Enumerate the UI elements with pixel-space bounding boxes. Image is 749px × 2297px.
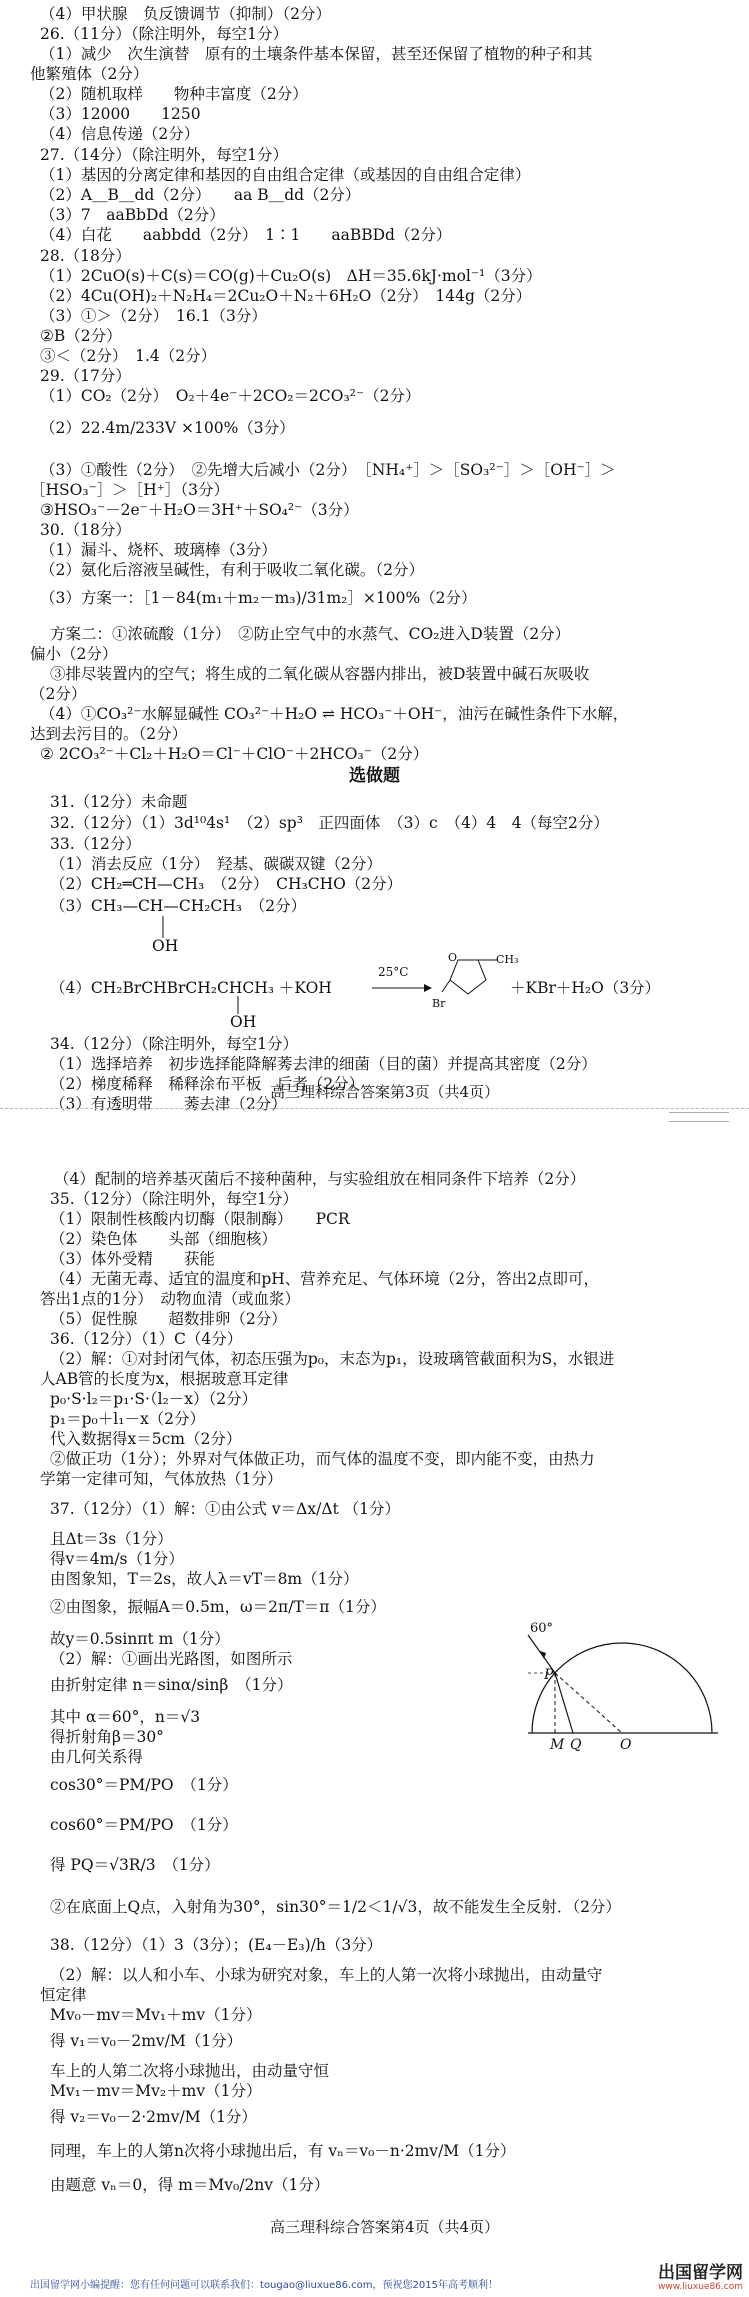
brand-logo — [658, 2264, 743, 2292]
answer-line: （2）氨化后溶液呈碱性，有利于吸收二氧化碳。（2分） — [40, 561, 424, 579]
answer-line: 恒定律 — [40, 1986, 87, 2004]
answer-page-3 — [0, 0, 749, 1115]
section-title-elective: 选做题 — [349, 766, 400, 786]
answer-formula: 由题意 vₙ＝0，得 m＝Mv₀/2nv（1分） — [50, 2176, 330, 2194]
answer-line: （1）CO₂（2分） O₂＋4e⁻＋2CO₂＝2CO₃²⁻（2分） — [40, 387, 421, 405]
answer-line: （1）限制性核酸内切酶（限制酶） PCR — [50, 1210, 350, 1228]
answer-page-4 — [0, 1135, 749, 2297]
answer-line: （4）白花 aabbdd（2分） 1∶1 aaBBDd（2分） — [40, 226, 452, 244]
answer-formula: 得 v₂＝v₀－2·2mv/M（1分） — [50, 2108, 257, 2126]
answer-formula: Mv₀－mv＝Mv₁＋mv（1分） — [50, 2006, 262, 2024]
answer-line: （3）7 aaBbDd（2分） — [40, 206, 225, 224]
answer-formula: （2）22.4m/233V ×100%（3分） — [40, 419, 295, 437]
answer-formula: p₁＝p₀＋l₁－x（2分） — [50, 1410, 206, 1428]
answer-formula: ②由图象，振幅A＝0.5m，ω＝2π/T＝π（1分） — [50, 1598, 386, 1616]
answer-formula: p₀·S·l₂＝p₁·S·（l₂－x）（2分） — [50, 1390, 258, 1408]
brand-name: 出国留学网 — [658, 2263, 743, 2283]
hydroxyl-label: OH — [230, 1013, 257, 1031]
answer-formula: Mv₁－mv＝Mv₂＋mv（1分） — [50, 2082, 262, 2100]
answer-line: （2）梯度稀释 稀释涂布平板 后者（2分） — [50, 1075, 365, 1093]
question-heading: 35.（12分）（除注明外，每空1分） — [50, 1190, 298, 1208]
reaction-condition: 25°C — [378, 965, 409, 979]
page-separator — [0, 1108, 749, 1127]
answer-formula: 同理，车上的人第n次将小球抛出后，有 vₙ＝v₀－n·2mv/M（1分） — [50, 2142, 516, 2160]
answer-line: 由几何关系得 — [50, 1748, 144, 1766]
answer-line: 方案二：①浓硫酸（1分） ②防止空气中的水蒸气、CO₂进入D装置（2分） — [50, 625, 571, 643]
answer-formula: cos30°＝PM/PO （1分） — [50, 1776, 238, 1794]
question-heading: 30.（18分） — [40, 521, 131, 539]
ring-bromo-label: Br — [432, 997, 446, 1010]
answer-line: ②做正功（1分）；外界对气体做正功，而气体的温度不变，即内能不变，由热力 — [50, 1450, 595, 1468]
answer-line: （3）12000 1250 — [40, 105, 201, 123]
answer-line: 得折射角β＝30° — [50, 1728, 164, 1746]
answer-line: （2）解：以人和小车、小球为研究对象，车上的人第一次将小球抛出，由动量守 — [50, 1966, 603, 1984]
answer-line: 偏小（2分） — [30, 645, 118, 663]
reaction-arrow — [372, 982, 432, 994]
answer-line: 人AB管的长度为x，根据玻意耳定律 — [40, 1370, 289, 1388]
answer-line: 代入数据得x＝5cm（2分） — [50, 1430, 242, 1448]
answer-line: （2分） — [30, 685, 87, 703]
answer-line: ②在底面上Q点，入射角为30°，sin30°＝1/2＜1/√3，故不能发生全反射．（2分） — [50, 1898, 621, 1916]
answer-line: 由图象知，T＝2s，故人λ＝vT＝8m（1分） — [50, 1570, 359, 1588]
answer-line: 车上的人第二次将小球抛出，由动量守恒 — [50, 2062, 330, 2080]
brand-url: www.liuxue86.com — [658, 2282, 743, 2292]
question-heading: 38.（12分）（1）3（3分）；(E₄－E₃)/h（3分） — [50, 1936, 383, 1954]
ring-methyl-label: CH₃ — [496, 953, 519, 966]
answer-line: （4）无菌无毒、适宜的温度和pH、营养充足、气体环境（2分，答出2点即可， — [50, 1270, 600, 1288]
question-heading: 36.（12分）（1）C（4分） — [50, 1330, 243, 1348]
answer-line: （4）甲状腺 负反馈调节（抑制）（2分） — [40, 5, 331, 23]
answer-line: 且Δt＝3s（1分） — [50, 1530, 173, 1548]
answer-line: （3）CH₃—CH—CH₂CH₃ （2分） — [50, 897, 307, 915]
answer-line: （3）有透明带 莠去津（2分） — [50, 1095, 287, 1113]
question-heading: 33.（12分） — [50, 835, 141, 853]
answer-line: （4）信息传递（2分） — [40, 125, 200, 143]
answer-line: （1）选择培养 初步选择能降解莠去津的细菌（目的菌）并提高其密度（2分） — [50, 1055, 597, 1073]
answer-line: （3）①酸性（2分） ②先增大后减小（2分） ［NH₄⁺］＞［SO₃²⁻］＞［OH⁻］＞ — [40, 461, 616, 479]
answer-line: 答出1点的1分） 动物血清（或血浆） — [40, 1290, 300, 1308]
answer-formula: 得 PQ＝√3R/3 （1分） — [50, 1856, 220, 1874]
answer-line: ②B（2分） — [40, 327, 122, 345]
answer-line: ③排尽装置内的空气；将生成的二氧化碳从容器内排出，被D装置中碱石灰吸收 — [50, 665, 590, 683]
answer-line: （2）4Cu(OH)₂＋N₂H₄＝2Cu₂O＋N₂＋6H₂O（2分） 144g（2分） — [40, 287, 532, 305]
answer-line: 其中 α＝60°，n＝√3 — [50, 1708, 201, 1726]
answer-line: （1）2CuO(s)＋C(s)＝CO(g)＋Cu₂O(s) ΔH＝35.6kJ·mol⁻¹（3分） — [40, 267, 542, 285]
answer-line: （2）CH₂═CH—CH₃ （2分） CH₃CHO（2分） — [50, 875, 403, 893]
page-footer: 高三理科综合答案第4页（共4页） — [270, 2218, 500, 2236]
answer-line: 32.（12分）（1）3d¹⁰4s¹ （2）sp³ 正四面体 （3）c （4）4 4（每空2分） — [50, 814, 609, 832]
answer-line: （2）染色体 头部（细胞核） — [50, 1230, 277, 1248]
ring-oxygen-label: O — [448, 951, 458, 964]
figure-point-q: Q — [570, 1737, 582, 1753]
question-heading: 37.（12分）（1）解：①由公式 v＝Δx/Δt （1分） — [50, 1500, 401, 1518]
figure-point-p: P — [544, 1667, 554, 1683]
figure-angle-label: 60° — [530, 1621, 554, 1636]
answer-line: （1）漏斗、烧杯、玻璃棒（3分） — [40, 541, 277, 559]
answer-line: （3）体外受精 获能 — [50, 1250, 215, 1268]
answer-line: 得v＝4m/s（1分） — [50, 1550, 184, 1568]
hydroxyl-label: OH — [152, 937, 179, 955]
answer-line: （4）①CO₃²⁻水解显碱性 CO₃²⁻＋H₂O ⇌ HCO₃⁻＋OH⁻，油污在碱性条件下水解， — [40, 705, 629, 723]
answer-line: （2）A＿B＿dd（2分） aa B＿dd（2分） — [40, 186, 361, 204]
site-notice: 出国留学网小编提醒：您有任何问题可以联系我们：tougao@liuxue86.com，预祝您2015年高考顺利！ — [30, 2280, 498, 2291]
question-heading: 29.（17分） — [40, 367, 131, 385]
answer-line: ③HSO₃⁻－2e⁻＋H₂O＝3H⁺＋SO₄²⁻（3分） — [40, 501, 359, 519]
answer-line: 故y＝0.5sinπt m（1分） — [50, 1630, 230, 1648]
answer-line: （1）消去反应（1分） 羟基、碳碳双键（2分） — [50, 855, 382, 873]
answer-line: ［HSO₃⁻］＞［H⁺］（3分） — [30, 481, 230, 499]
figure-point-m: M — [550, 1737, 565, 1753]
answer-line: （1）减少 次生演替 原有的土壤条件基本保留，甚至还保留了植物的种子和其 — [40, 45, 593, 63]
answer-line: 他繁殖体（2分） — [30, 65, 149, 83]
answer-line: ③＜（2分） 1.4（2分） — [40, 347, 217, 365]
question-heading: 27.（14分）（除注明外，每空1分） — [40, 146, 288, 164]
answer-line: 26.（11分）（除注明外，每空1分） — [40, 25, 288, 43]
answer-formula: （3）方案一：［1－84(m₁＋m₂－m₃)/31m₂］×100%（2分） — [40, 589, 477, 607]
answer-formula: 由折射定律 n＝sinα/sinβ （1分） — [50, 1676, 293, 1694]
figure-point-o: O — [620, 1737, 632, 1753]
answer-line: （4）CH₂BrCHBrCH₂CHCH₃ ＋KOH — [50, 979, 332, 997]
answer-line: （5）促性腺 超数排卵（2分） — [50, 1310, 287, 1328]
answer-formula: cos60°＝PM/PO （1分） — [50, 1816, 238, 1834]
question-heading: 28.（18分） — [40, 247, 131, 265]
answer-line: （1）基因的分离定律和基因的自由组合定律（或基因的自由组合定律） — [40, 166, 531, 184]
answer-line: ② 2CO₃²⁻＋Cl₂＋H₂O＝Cl⁻＋ClO⁻＋2HCO₃⁻（2分） — [40, 745, 429, 763]
bond-line — [160, 916, 166, 938]
answer-formula: 得 v₁＝v₀－2mv/M（1分） — [50, 2032, 243, 2050]
answer-line: （3）①＞（2分） 16.1（3分） — [40, 307, 267, 325]
answer-line: 学第一定律可知，气体放热（1分） — [40, 1470, 283, 1488]
question-heading: 34.（12分）（除注明外，每空1分） — [50, 1035, 298, 1053]
answer-line: （2）解：①对封闭气体，初态压强为p₀，末态为p₁，设玻璃管截面积为S，水银进 — [50, 1350, 615, 1368]
answer-line: （2）解：①画出光路图，如图所示 — [50, 1650, 293, 1668]
page-footer: 高三理科综合答案第3页（共4页） — [270, 1083, 500, 1101]
answer-line: （4）配制的培养基灭菌后不接种菌种，与实验组放在相同条件下培养（2分） — [54, 1170, 586, 1188]
answer-line: 达到去污目的。（2分） — [30, 725, 188, 743]
answer-line: ＋KBr＋H₂O（3分） — [510, 979, 661, 997]
answer-line: （2）随机取样 物种丰富度（2分） — [40, 85, 308, 103]
question-heading: 31.（12分）未命题 — [50, 793, 188, 811]
